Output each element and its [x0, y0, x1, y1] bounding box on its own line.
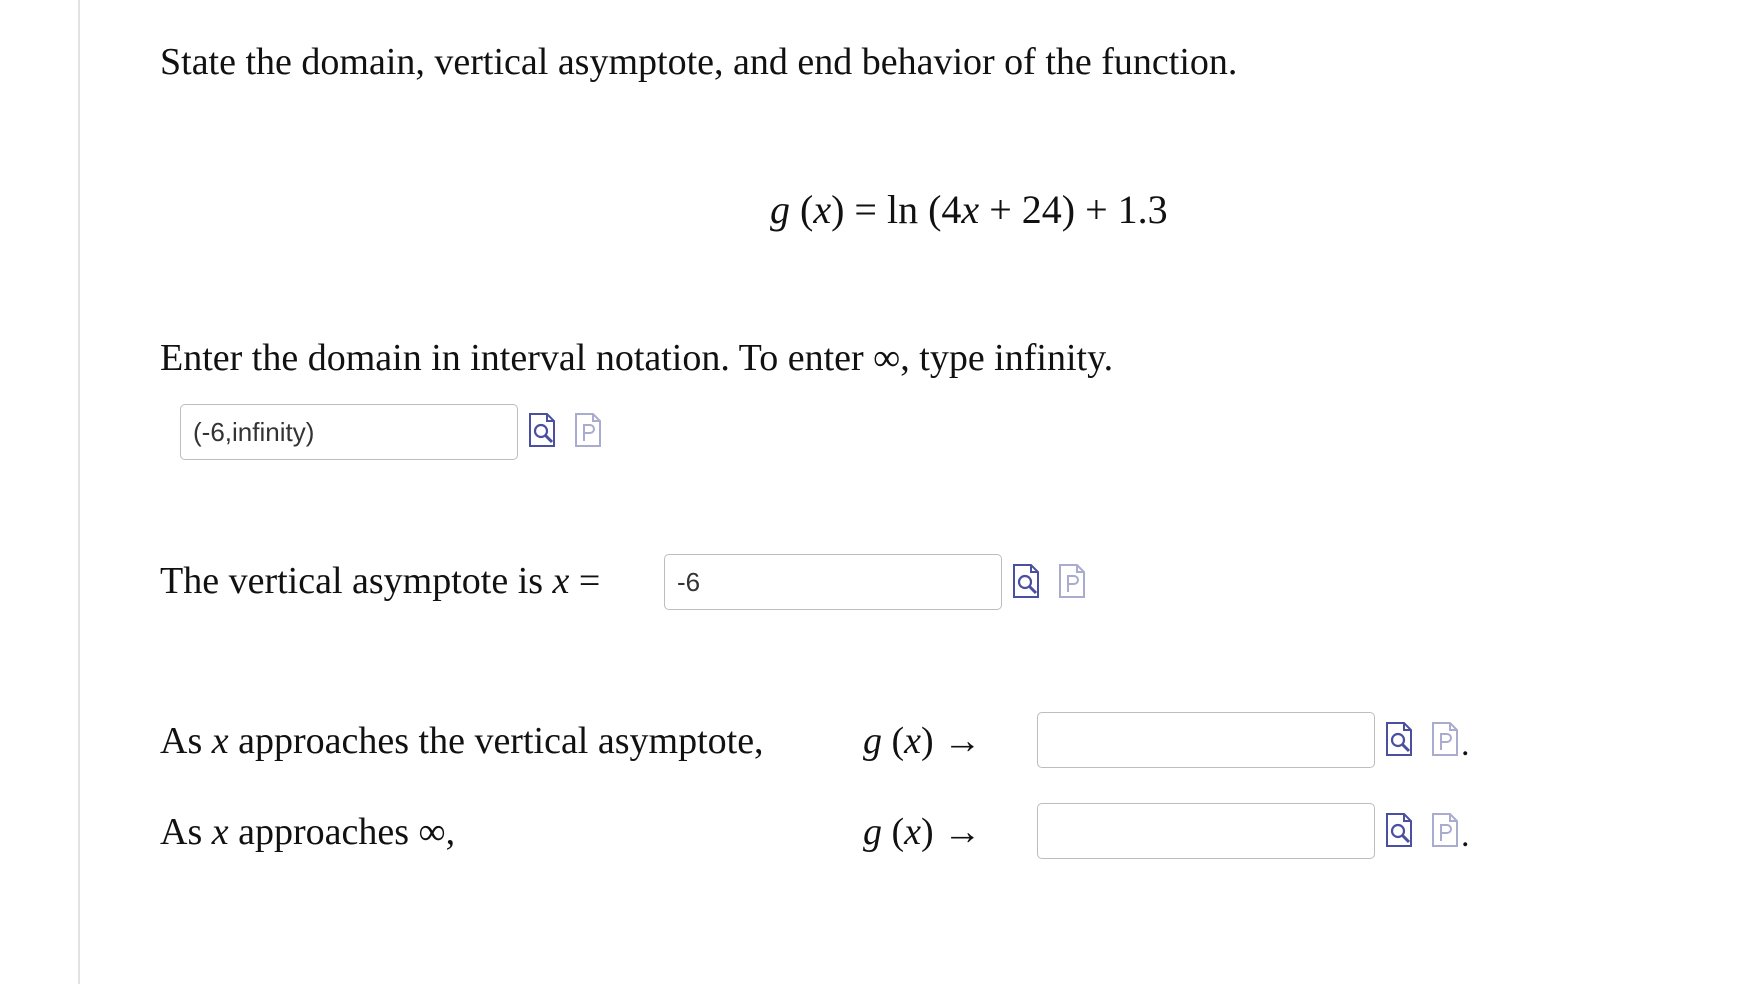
formula-rhs-suffix: + 24) + 1.3	[979, 187, 1168, 232]
limit-label-infinity: g (x) →	[863, 811, 982, 853]
preview-icon[interactable]	[1013, 564, 1039, 598]
left-border-rule	[78, 0, 80, 984]
formula-rhs-prefix: = ln (4	[854, 187, 962, 232]
domain-answer-input[interactable]	[180, 404, 518, 460]
formula-function-name: g	[770, 187, 790, 232]
limit-arrow: →	[943, 811, 982, 853]
approach-as: As	[160, 811, 212, 853]
limit-function-name: g	[863, 811, 882, 853]
formula-variable: x	[961, 187, 980, 232]
limit-label-asymptote: g (x) →	[863, 720, 982, 762]
limit-variable: x	[904, 720, 922, 762]
approach-infinity-prompt	[160, 810, 455, 854]
asymptote-prompt-text: The vertical asymptote is	[160, 560, 553, 602]
limit-function-name: g	[863, 720, 882, 762]
approach-variable: x	[211, 720, 229, 762]
asymptote-equals: =	[569, 560, 601, 602]
approach-asymptote-text: approaches the vertical asymptote,	[228, 720, 764, 762]
domain-prompt: Enter the domain in interval notation. To enter ∞, type infinity.	[160, 337, 1114, 379]
help-icon[interactable]	[1432, 813, 1458, 847]
preview-icon[interactable]	[529, 413, 555, 447]
preview-icon[interactable]	[1386, 813, 1412, 847]
trailing-period: .	[1461, 726, 1470, 763]
formula-argument: x	[813, 187, 832, 232]
trailing-period: .	[1461, 817, 1470, 854]
approach-as: As	[160, 720, 212, 762]
approach-asymptote-prompt	[160, 719, 764, 763]
infinity-limit-input[interactable]	[1037, 803, 1375, 859]
limit-arrow: →	[943, 720, 982, 762]
asymptote-variable: x	[552, 560, 570, 602]
question-prompt: State the domain, vertical asymptote, and end behavior of the function.	[160, 41, 1238, 83]
help-icon[interactable]	[1432, 722, 1458, 756]
asymptote-limit-input[interactable]	[1037, 712, 1375, 768]
function-formula: g (x) = ln (4x + 24) + 1.3	[770, 187, 1168, 232]
asymptote-answer-input[interactable]	[664, 554, 1002, 610]
approach-variable: x	[211, 811, 229, 853]
approach-infinity-text: approaches ∞,	[228, 811, 456, 853]
limit-variable: x	[904, 811, 922, 853]
asymptote-prompt	[160, 559, 600, 603]
help-icon[interactable]	[1059, 564, 1085, 598]
help-icon[interactable]	[575, 413, 601, 447]
preview-icon[interactable]	[1386, 722, 1412, 756]
